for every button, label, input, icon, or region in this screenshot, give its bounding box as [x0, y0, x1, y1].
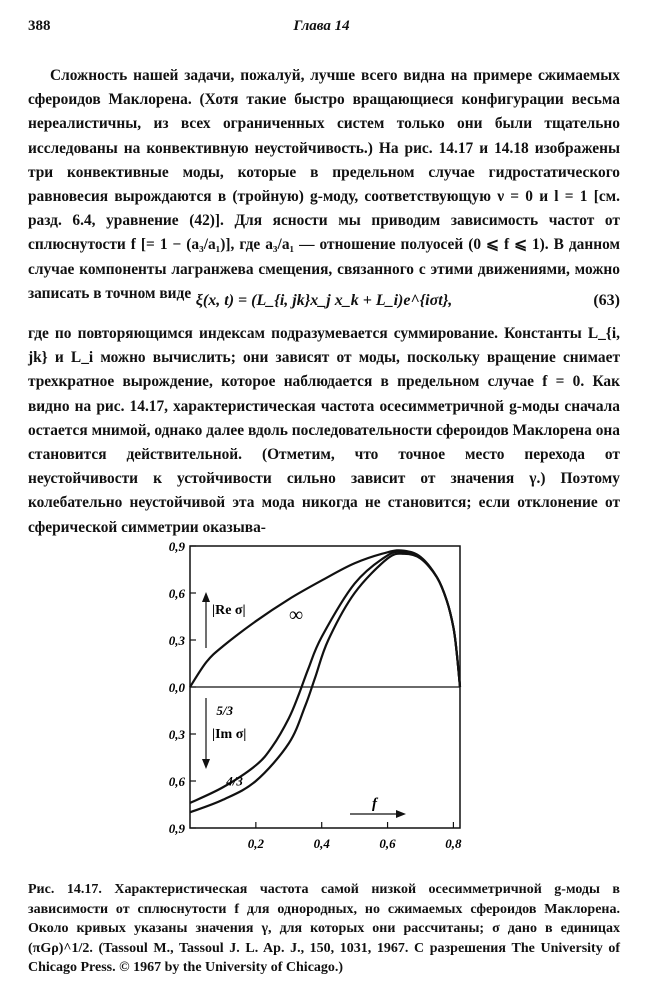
- series-line-5x3: [190, 552, 460, 803]
- series-label: ∞: [288, 604, 304, 627]
- paragraph-1: Сложность нашей задачи, пожалуй, лучше всего видна на примере сжимаемых сфероидов Маклорена. (Хотя такие быстро вращающиеся конфигурации весьма нереалистичны, из всех ограниченных систем только они были тщательно исследованы на конвективную неустойчивость.) На рис. 14.17 и 14.18 изображены три конвективные моды, которые в предельном случае гидростатического равновесия вырождаются в (тройную) g-моду, соответствующую ν = 0 и l = 1 [см. разд. 6.4, уравнение (42)]. Для ясности мы приводим зависимость частот от сплюснутости f [= 1 − (a₃/a₁)], где a₃/a₁ — отношение полуосей (0 ⩽ f ⩽ 1). В данном случае компоненты лагранжева смещения, связанного с этими движениями, можно записать в точном виде: [28, 67, 620, 302]
- page-number: 388: [28, 18, 51, 34]
- series-line-x: [190, 550, 460, 687]
- y-tick-label: 0,6: [168, 586, 185, 601]
- y-tick-label: 0,9: [168, 821, 185, 836]
- figure-14-17: [150, 538, 490, 868]
- im-sigma-label: |Im σ|: [212, 727, 247, 742]
- series-label: 5/3: [216, 703, 233, 719]
- figure-caption: Рис. 14.17. Характеристическая частота самой низкой осесимметричной g-моды в зависимости от сплюснутости f для однородных, но сжимаемых сфероидов Маклорена. Около кривых указаны значения γ, для которых они рассчитаны; σ дано в единицах (πGρ)^1/2. (Tassoul M., Tassoul J. L. Ap. J., 150, 1031, 1967. С разрешения The University of Chicago Press. © 1967 by the University of Chicago.): [28, 882, 620, 975]
- y-tick-label: 0,6: [168, 774, 185, 789]
- im-sigma-arrow: [202, 698, 210, 769]
- series-label: 4/3: [226, 773, 243, 789]
- y-tick-label: 0,9: [168, 539, 185, 554]
- equation-number: (63): [593, 292, 620, 309]
- f-arrow-label: f: [372, 796, 377, 812]
- y-tick-label: 0,3: [168, 633, 185, 648]
- y-tick-label: 0,3: [168, 727, 185, 742]
- x-tick-label: 0,8: [445, 836, 462, 851]
- x-tick-label: 0,6: [379, 836, 396, 851]
- equation-63: [28, 292, 620, 316]
- frequency-chart: [150, 538, 490, 868]
- re-sigma-label: |Re σ|: [212, 603, 246, 618]
- chapter-title: Глава 14: [293, 18, 350, 34]
- f-arrow: [350, 810, 406, 818]
- re-sigma-arrow: [202, 592, 210, 648]
- page-header: [28, 18, 615, 38]
- y-tick-label: 0,0: [168, 680, 185, 695]
- equation-expression: ξ(x, t) = (L_{i, jk}x_j x_k + L_i)e^{iσt},: [195, 292, 453, 309]
- paragraph-2: где по повторяющимся индексам подразумевается суммирование. Константы L_{i, jk} и L_i можно вычислить; они зависят от моды, поскольку вращение снимает трехкратное вырождение, которое наблюдается в предельном случае f = 0. Как видно на рис. 14.17, характеристическая частота осесимметричной g-моды сначала остается мнимой, однако далее вдоль последовательности сфероидов Маклорена она становится действительной. (Отметим, что точное место перехода от неустойчивости к устойчивости сильно зависит от значения γ.) Поэтому колебательно неустойчивой эта мода никогда не становится; если отклонение от сферической симметрии оказыва-: [28, 325, 620, 536]
- x-tick-label: 0,2: [247, 836, 264, 851]
- x-tick-label: 0,4: [313, 836, 330, 851]
